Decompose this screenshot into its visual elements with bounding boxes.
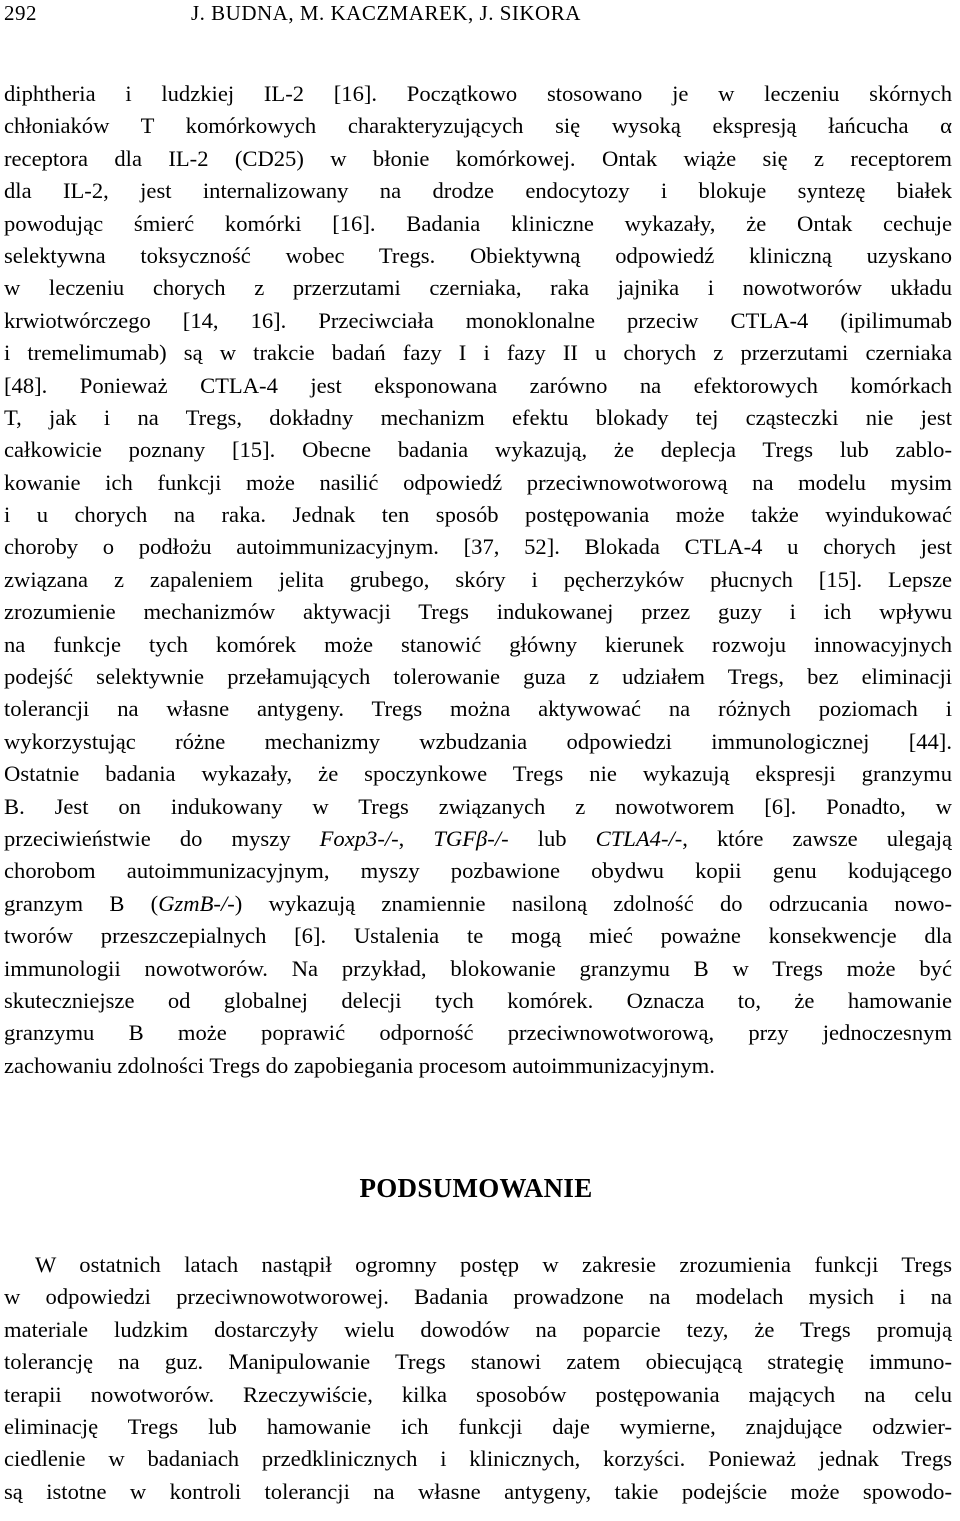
text-line: tworów przeszczepialnych [6]. Ustalenia te mogą mieć poważne konsekwencje dla bbox=[4, 923, 952, 949]
text-segment: , bbox=[398, 825, 434, 851]
text-line: tolerancję na guz. Manipulowanie Tregs stanowi zatem obiecującą strategię immuno- bbox=[4, 1349, 952, 1375]
body-paragraph-2 bbox=[4, 1249, 952, 1508]
text-line: chłoniaków T komórkowych charakteryzujących się wysoką ekspresją łańcucha α bbox=[4, 113, 952, 139]
text-line-with-gene-name bbox=[4, 888, 952, 920]
text-line: krwiotwórczego [14, 16]. Przeciwciała monoklonalne przeciw CTLA-4 (ipilimumab bbox=[4, 307, 952, 333]
text-line: T, jak i na Tregs, dokładny mechanizm efektu blokady tej cząsteczki nie jest bbox=[4, 404, 952, 430]
text-line: Ostatnie badania wykazały, że spoczynkowe Tregs nie wykazują ekspresji granzymu bbox=[4, 761, 952, 787]
text-line: granzymu B może poprawić odporność przeciwnowotworową, przy jednoczesnym bbox=[4, 1020, 952, 1046]
text-line: tolerancji na własne antygeny. Tregs można aktywować na różnych poziomach i bbox=[4, 696, 952, 722]
text-line: podejść selektywnie przełamujących tolerowanie guza z udziałem Tregs, bez eliminacji bbox=[4, 664, 952, 690]
text-segment: lub bbox=[508, 825, 596, 851]
text-line: całkowicie poznany [15]. Obecne badania wykazują, że deplecja Tregs lub zablo- bbox=[4, 437, 952, 463]
section-heading: PODSUMOWANIE bbox=[359, 1173, 593, 1203]
text-line: selektywna toksyczność wobec Tregs. Obiektywną odpowiedź kliniczną uzyskano bbox=[4, 242, 952, 268]
text-line-with-gene-names bbox=[4, 823, 952, 855]
text-line: zrozumienie mechanizmów aktywacji Tregs indukowanej przez guzy i ich wpływu bbox=[4, 599, 952, 625]
text-line: i u chorych na raka. Jednak ten sposób postępowania może także wyindukować bbox=[4, 502, 952, 528]
text-line: w odpowiedzi przeciwnowotworowej. Badania prowadzone na modelach mysich i na bbox=[4, 1284, 952, 1310]
gene-name-gzmb: GzmB-/- bbox=[158, 890, 235, 916]
body-paragraph-1 bbox=[4, 78, 952, 1082]
gene-name-ctla4: CTLA4-/- bbox=[595, 825, 683, 851]
text-segment: przeciwieństwie do myszy bbox=[4, 825, 320, 851]
text-line: terapii nowotworów. Rzeczywiście, kilka sposobów postępowania mających na celu bbox=[4, 1381, 952, 1407]
text-line: kowanie ich funkcji może nasilić odpowiedź przeciwnowotworową na modelu mysim bbox=[4, 469, 952, 495]
text-line: są istotne w kontroli tolerancji na własne antygeny, takie podejście może spowodo- bbox=[4, 1478, 952, 1504]
text-line: [48]. Ponieważ CTLA-4 jest eksponowana zarówno na efektorowych komórkach bbox=[4, 372, 952, 398]
text-line: immunologii nowotworów. Na przykład, blokowanie granzymu B w Tregs może być bbox=[4, 955, 952, 981]
text-line: W ostatnich latach nastąpił ogromny postęp w zakresie zrozumienia funkcji Tregs bbox=[35, 1252, 952, 1277]
text-line: chorobom autoimmunizacyjnym, myszy pozbawione obydwu kopii genu kodującego bbox=[4, 858, 952, 884]
text-line: B. Jest on indukowany w Tregs związanych z nowotworem [6]. Ponadto, w bbox=[4, 793, 952, 819]
text-line: zachowaniu zdolności Tregs do zapobiegania procesom autoimmunizacyjnym. bbox=[4, 1052, 715, 1078]
running-head bbox=[4, 0, 952, 26]
text-line: materiale ludzkim dostarczyły wielu dowodów na poparcie tezy, że Tregs promują bbox=[4, 1316, 952, 1342]
text-line: w leczeniu chorych z przerzutami czerniaka, raka jajnika i nowotworów układu bbox=[4, 275, 952, 301]
gene-name-tgfb: TGFβ-/- bbox=[433, 825, 509, 851]
text-line: wykorzystując różne mechanizmy wzbudzania odpowiedzi immunologicznej [44]. bbox=[4, 728, 952, 754]
text-line: ciedlenie w badaniach przedklinicznych i klinicznych, korzyści. Ponieważ jednak Tregs bbox=[4, 1446, 952, 1472]
text-line: choroby o podłożu autoimmunizacyjnym. [37, 52]. Blokada CTLA-4 u chorych jest bbox=[4, 534, 952, 560]
running-head-authors: J. BUDNA, M. KACZMAREK, J. SIKORA bbox=[191, 1, 581, 25]
text-segment: , które zawsze ulegają bbox=[682, 825, 952, 851]
page-number: 292 bbox=[4, 1, 37, 25]
gene-name-foxp3: Foxp3-/- bbox=[319, 825, 399, 851]
text-line: i tremelimumab) są w trakcie badań fazy I i fazy II u chorych z przerzutami czerniaka bbox=[4, 340, 952, 366]
text-segment: granzym B ( bbox=[4, 890, 159, 916]
text-line: eliminację Tregs lub hamowanie ich funkcji daje wymierne, znajdujące odzwier- bbox=[4, 1413, 952, 1439]
text-line: diphtheria i ludzkiej IL-2 [16]. Początkowo stosowano je w leczeniu skórnych bbox=[4, 81, 952, 106]
text-line: skuteczniejsze od globalnej delecji tych komórek. Oznacza to, że hamowanie bbox=[4, 987, 952, 1013]
text-line: powodując śmierć komórki [16]. Badania kliniczne wykazały, że Ontak cechuje bbox=[4, 210, 952, 236]
text-line: receptora dla IL-2 (CD25) w błonie komórkowej. Ontak wiąże się z receptorem bbox=[4, 145, 952, 171]
text-line: na funkcje tych komórek może stanowić główny kierunek rozwoju innowacyjnych bbox=[4, 631, 952, 657]
text-segment: ) wykazują znamiennie nasiloną zdolność do odrzucania nowo- bbox=[234, 890, 952, 916]
text-line: związana z zapaleniem jelita grubego, skóry i pęcherzyków płucnych [15]. Lepsze bbox=[4, 566, 952, 592]
text-line: dla IL-2, jest internalizowany na drodze endocytozy i blokuje syntezę białek bbox=[4, 178, 952, 204]
